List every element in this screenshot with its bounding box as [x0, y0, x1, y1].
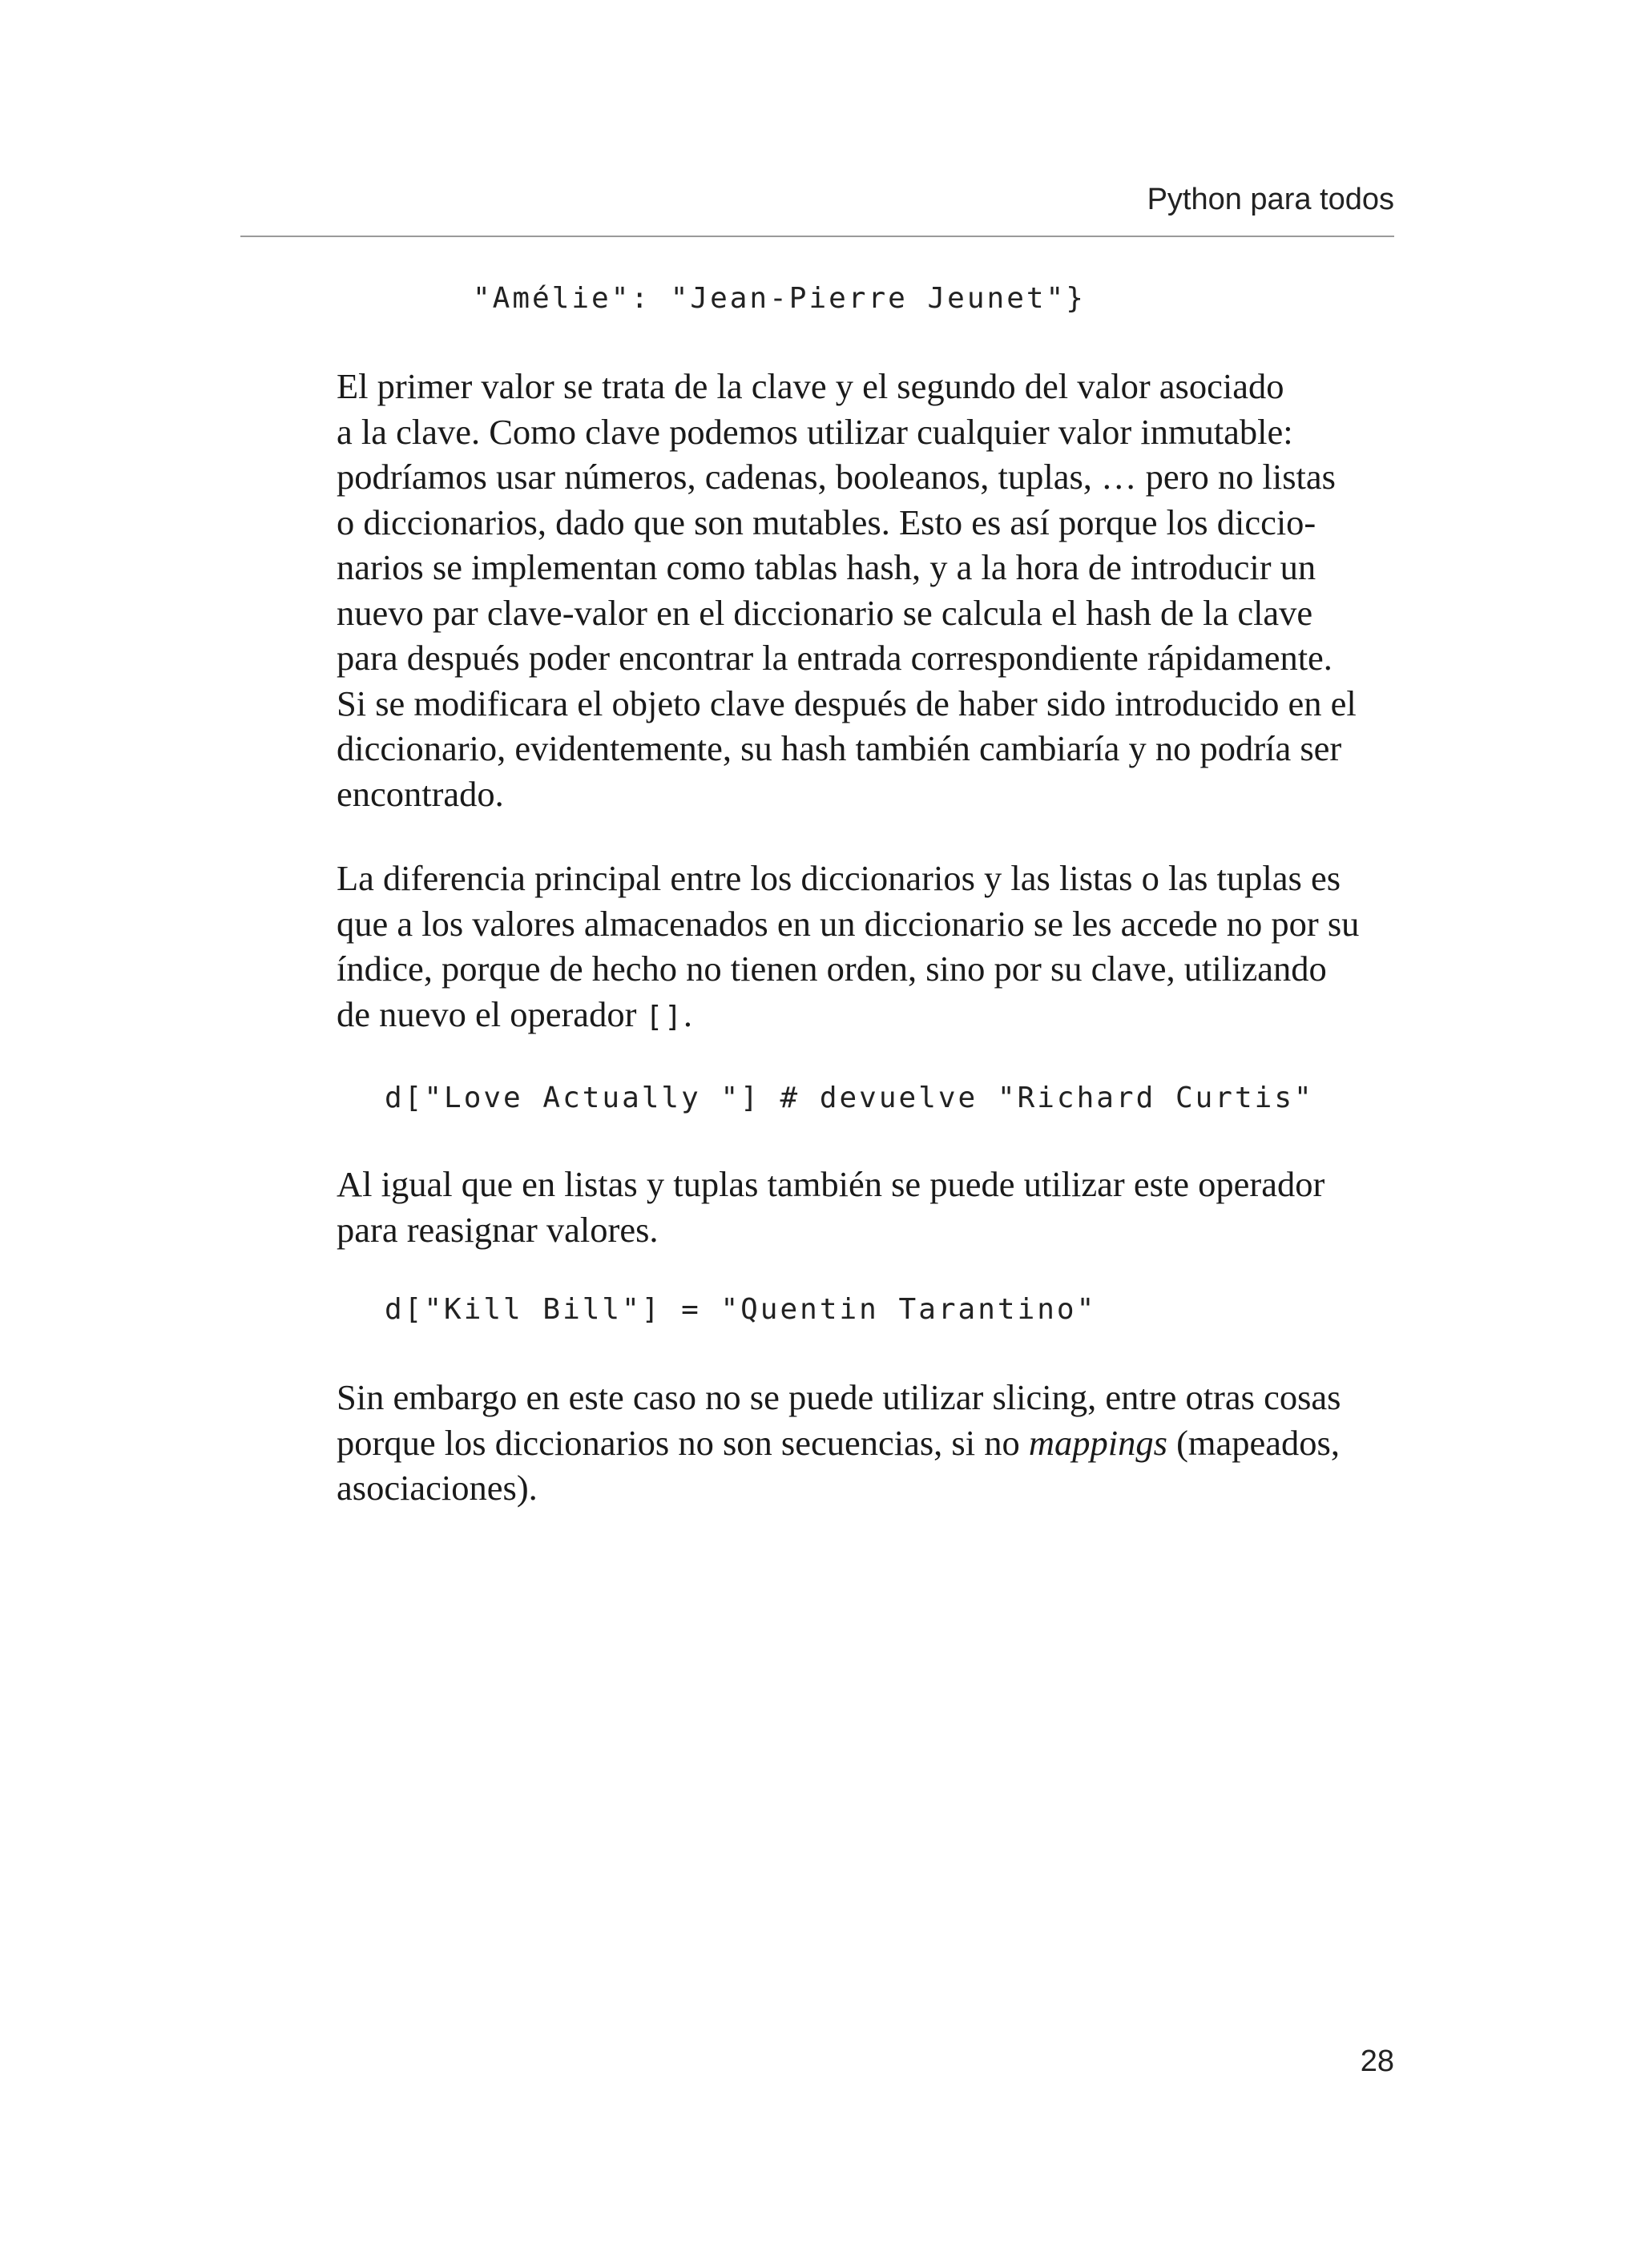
line-text: porque los diccionarios no son secuencias, si no [337, 1422, 1029, 1463]
paragraph-line: La diferencia principal entre los diccionarios y las listas o las tuplas es [337, 858, 1341, 898]
line-text: (mapeados, [1167, 1422, 1340, 1463]
paragraph-line: nuevo par clave-valor en el diccionario se calcula el hash de la clave [337, 592, 1313, 633]
paragraph-line: Sin embargo en este caso no se puede utilizar slicing, entre otras cosas [337, 1377, 1341, 1417]
page-number: 28 [1360, 2044, 1394, 2078]
code-block-assign: d["Kill Bill"] = "Quentin Tarantino" [385, 1293, 1097, 1326]
paragraph-line: a la clave. Como clave podemos utilizar cualquier valor inmutable: [337, 411, 1293, 452]
paragraph-line: que a los valores almacenados en un diccionario se les accede no por su [337, 903, 1360, 944]
paragraph-line: podríamos usar números, cadenas, booleanos, tuplas, … pero no listas [337, 457, 1336, 497]
paragraph-line: índice, porque de hecho no tienen orden, sino por su clave, utilizando [337, 949, 1327, 989]
paragraph-line: o diccionarios, dado que son mutables. Esto es así porque los diccio- [337, 502, 1316, 542]
paragraph-line: asociaciones). [337, 1468, 538, 1508]
paragraph-line: diccionario, evidentemente, su hash también cambiaría y no podría ser [337, 728, 1342, 768]
code-block-dict-end: "Amélie": "Jean-Pierre Jeunet"} [473, 282, 1086, 315]
paragraph-line [337, 1420, 1402, 1466]
header-rule [240, 236, 1394, 237]
paragraph-line: narios se implementan como tablas hash, y a la hora de introducir un [337, 547, 1316, 587]
paragraph-line [337, 992, 1402, 1041]
italic-term-mappings: mappings [1028, 1422, 1167, 1463]
paragraph-line: para después poder encontrar la entrada correspondiente rápidamente. [337, 638, 1333, 678]
paragraph-line: Al igual que en listas y tuplas también se puede utilizar este operador [337, 1164, 1325, 1204]
inline-code-operator: [] [645, 1000, 683, 1033]
paragraph-line: para reasignar valores. [337, 1209, 659, 1250]
paragraph-dict-keys [337, 364, 1402, 816]
code-block-access: d["Love Actually "] # devuelve "Richard Curtis" [385, 1082, 1314, 1114]
line-text: de nuevo el operador [337, 993, 646, 1034]
paragraph-line: encontrado. [337, 773, 504, 814]
paragraph-line: Si se modificara el objeto clave después de haber sido introducido en el [337, 683, 1357, 723]
line-text: . [683, 993, 692, 1034]
paragraph-slicing [337, 1375, 1402, 1511]
paragraph-dict-vs-lists [337, 856, 1402, 1040]
paragraph-reassign [337, 1162, 1402, 1252]
running-header-title: Python para todos [1147, 183, 1394, 216]
paragraph-line: El primer valor se trata de la clave y el segundo del valor asociado [337, 366, 1284, 406]
